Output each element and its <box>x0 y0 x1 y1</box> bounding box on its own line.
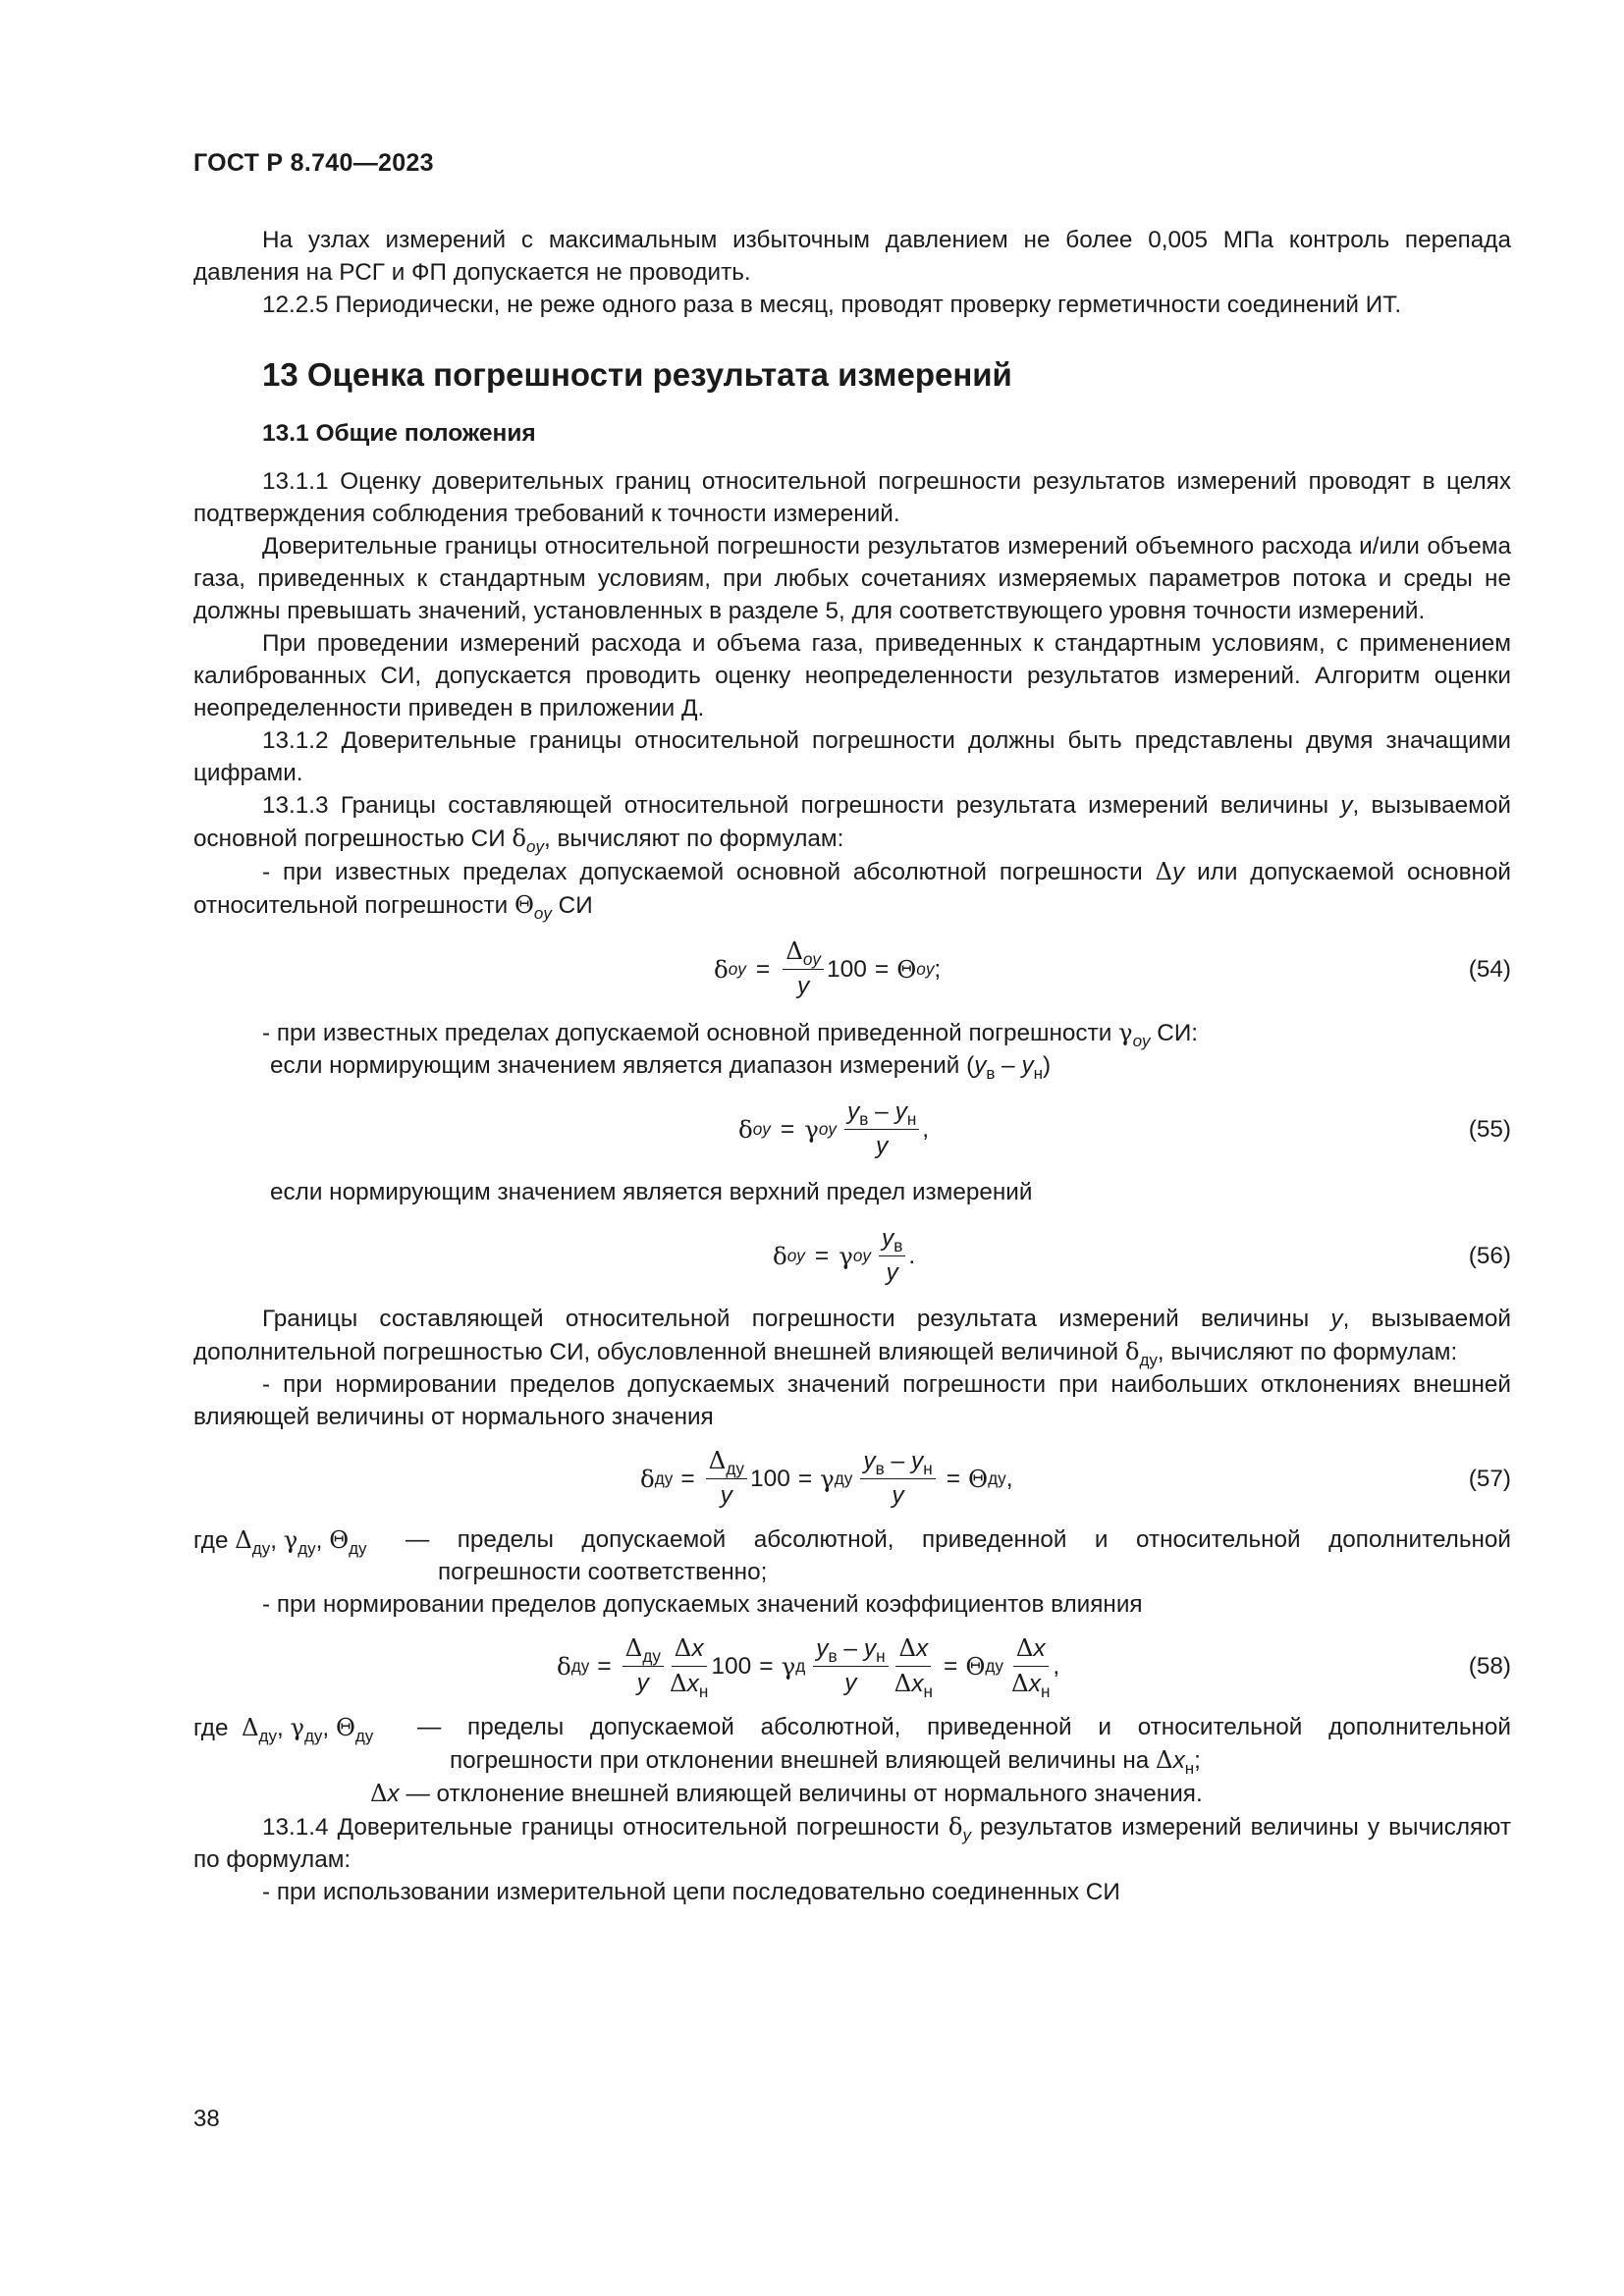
definition-text: — пределы допускаемой абсолютной, приведенной и относительной дополнительной погрешности при отклонении внешней влияющей величины на $\Delta x_н$; <box>417 1714 1511 1778</box>
paragraph-13-1-1: 13.1.1 Оценку доверительных границ относительной погрешности результатов измерений проводят в целях подтверждения соблюдения требований к точности измерений. <box>193 468 1511 527</box>
fraction: $\frac{\Delta x}{\Delta x_н}$ <box>1010 1632 1051 1701</box>
page-number: 38 <box>193 2106 220 2132</box>
fraction: $\frac{y_в - y_н}{y}$ <box>813 1634 888 1698</box>
paragraph: если нормирующим значением является диапазон измерений $(y_в - y_н)$ <box>270 1052 1052 1083</box>
fraction: $\frac{\Delta x}{\Delta x_н}$ <box>669 1632 709 1701</box>
document-code-header: ГОСТ Р 8.740—2023 <box>193 149 434 177</box>
formula: δ ду = $\frac{\Delta_{ду}}{y}$ 100 = γ ду $\frac{y_в - y_н}{y}$ = Θ ду , <box>640 1446 1013 1509</box>
formula: δ oy = $\frac{\Delta_{oy}}{y}$ 100 = Θ oy ; <box>714 936 942 999</box>
equation-number: (54) <box>1468 955 1511 983</box>
fraction: $\frac{\Delta_{oy}}{y}$ <box>783 936 824 1001</box>
definition-list <box>193 1711 1511 1777</box>
equation-54 <box>193 922 1511 1016</box>
paragraph-list-item: - при известных пределах допускаемой основной абсолютной погрешности Δy или допускаемой основной относительной погрешности $\Theta_{oy}$ СИ <box>193 857 1511 923</box>
fraction: $\frac{y_в}{y}$ <box>879 1224 905 1288</box>
equation-number: (56) <box>1468 1242 1511 1269</box>
equation-number: (57) <box>1468 1465 1511 1492</box>
equation-55 <box>193 1082 1511 1176</box>
formula: δ oy = γ oy $\frac{y_в}{y}$ . <box>773 1224 916 1286</box>
definition-symbols: где $\Delta_{ду}$, $\gamma_{ду}$, $\Theta_{ду}$ <box>193 1525 367 1558</box>
definition-list <box>193 1523 1511 1588</box>
paragraph-list-item: - при использовании измерительной цепи последовательно соединенных СИ <box>262 1879 1120 1905</box>
paragraph: Доверительные границы относительной погрешности результатов измерений объемного расхода и/или объема газа, приведенных к стандартным условиям, при любых сочетаниях измеряемых параметров потока и среды не должны превышать значений, установленных в разделе 5, для соответствующего уровня точности измерений. <box>193 533 1511 624</box>
subsection-13-1-heading: 13.1 Общие положения <box>262 420 536 447</box>
definition-symbols: где $\Delta_{ду}$, $\gamma_{ду}$, $\Theta_{ду}$ <box>193 1713 374 1745</box>
paragraph-list-item: - при известных пределах допускаемой основной приведенной погрешности $\gamma_{oy}$ СИ: <box>262 1018 1199 1050</box>
paragraph-12-2-5: 12.2.5 Периодически, не реже одного раза в месяц, проводят проверку герметичности соединений ИТ. <box>262 292 1402 318</box>
definition-text: — пределы допускаемой абсолютной, приведенной и относительной дополнительной погрешности соответственно; <box>406 1526 1511 1585</box>
paragraph-13-1-4: 13.1.4 Доверительные границы относительной погрешности $\delta_y$ результатов измерений величины у вычисляют по формулам: <box>193 1812 1511 1873</box>
paragraph: При проведении измерений расхода и объема газа, приведенных к стандартным условиям, с применением калиброванных СИ, допускается проводить оценку неопределенности результатов измерений. Алгоритм оценки неопределенности приведен в приложении Д. <box>193 630 1511 721</box>
fraction: $\frac{\Delta x}{\Delta x_н}$ <box>893 1632 933 1701</box>
paragraph: если нормирующим значением является верхний предел измерений <box>270 1179 1033 1205</box>
paragraph-13-1-2: 13.1.2 Доверительные границы относительной погрешности должны быть представлены двумя значащими цифрами. <box>193 727 1511 786</box>
paragraph: Границы составляющей относительной погрешности результата измерений величины y, вызываемой дополнительной погрешностью СИ, обусловленной внешней влияющей величиной $\delta_{ду}$, вычисляют по формулам: <box>193 1306 1511 1369</box>
fraction: $\frac{y_в - y_н}{y}$ <box>860 1447 935 1511</box>
paragraph-list-item: - при нормировании пределов допускаемых значений коэффициентов влияния <box>262 1591 1143 1618</box>
definition-text: Δx — отклонение внешней влияющей величины от нормального значения. <box>370 1779 1203 1807</box>
paragraph-list-item: - при нормировании пределов допускаемых значений погрешности при наибольших отклонениях внешней влияющей величины от нормального значения <box>193 1371 1511 1430</box>
fraction: $\frac{\Delta_{ду}}{y}$ <box>706 1446 747 1511</box>
fraction: $\frac{\Delta_{ду}}{y}$ <box>623 1633 664 1698</box>
equation-57 <box>193 1433 1511 1523</box>
page-content <box>193 224 1511 1908</box>
paragraph: На узлах измерений с максимальным избыточным давлением не более 0,005 МПа контроль перепада давления на РСГ и ФП допускается не проводить. <box>193 227 1511 286</box>
equation-58 <box>193 1621 1511 1711</box>
equation-number: (55) <box>1468 1115 1511 1143</box>
equation-56 <box>193 1208 1511 1303</box>
formula: δ ду = $\frac{\Delta_{ду}}{y}$ $\frac{\Delta x}{\Delta x_н}$ 100 = γ д $\frac{y_в - y_н}{y}$ $\frac{\Delta x}{\Delta x_н}$ = Θ ду $\frac{\Delta x}{\Delta x_н}$ , <box>557 1632 1060 1701</box>
section-13-heading: 13 Оценка погрешности результата измерений <box>262 356 1012 393</box>
equation-number: (58) <box>1468 1652 1511 1680</box>
fraction: $\frac{y_в - y_н}{y}$ <box>844 1097 919 1161</box>
formula: δ oy = γ oy $\frac{y_в - y_н}{y}$ , <box>738 1097 930 1159</box>
paragraph-13-1-3: 13.1.3 Границы составляющей относительной погрешности результата измерений величины y, вызываемой основной погрешностью СИ $\delta_{oy}$, вычисляют по формулам: <box>193 792 1511 856</box>
